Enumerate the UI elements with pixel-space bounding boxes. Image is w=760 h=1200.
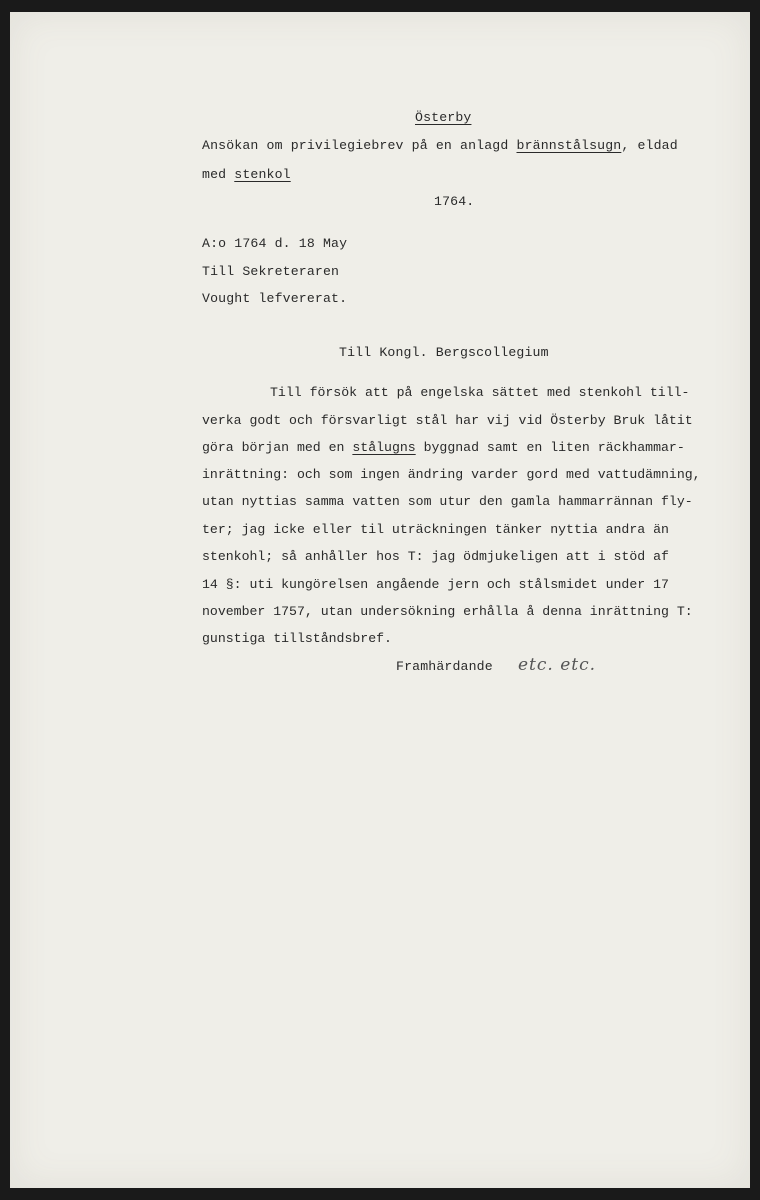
closing-text: Framhärdande <box>396 659 493 674</box>
note-line-3: Vought lefvererat. <box>202 291 348 306</box>
body-line-3 <box>202 440 685 455</box>
document-year <box>434 194 474 209</box>
subtitle-underlined-term-1: brännstålsugn <box>516 138 622 153</box>
subtitle-line-2 <box>202 167 291 182</box>
document-title <box>415 110 471 125</box>
subtitle-line-2-pre: med <box>202 167 235 182</box>
note-line-1: A:o 1764 d. 18 May <box>202 236 348 251</box>
body-line-5: utan nyttias samma vatten som utur den gamla hammarrännan fly- <box>202 494 693 509</box>
body-line-4: inrättning: och som ingen ändring varder gord med vattudämning, <box>202 467 701 482</box>
body-line-7: stenkohl; så anhåller hos T: jag ödmjukeligen att i stöd af <box>202 549 669 564</box>
body-underlined-term: stålugns <box>352 440 416 455</box>
body-line-10: gunstiga tillståndsbref. <box>202 631 392 646</box>
body-line-2: verka godt och försvarligt stål har vij vid Österby Bruk låtit <box>202 413 693 428</box>
subtitle-underlined-term-2: stenkol <box>234 167 291 182</box>
year-text: 1764. <box>434 194 475 209</box>
note-line-2: Till Sekreteraren <box>202 264 340 279</box>
subtitle-line-1 <box>202 138 678 153</box>
handwritten-annotation: etc. etc. <box>518 655 597 675</box>
body-line-3-post: byggnad samt en liten räckhammar- <box>415 440 685 455</box>
title-text: Österby <box>415 110 472 125</box>
subtitle-line-1-post: , eldad <box>621 138 678 153</box>
body-line-3-pre: göra början med en <box>202 440 353 455</box>
addressee: Till Kongl. Bergscollegium <box>339 345 549 360</box>
body-line-8: 14 §: uti kungörelsen angående jern och stålsmidet under 17 <box>202 577 669 592</box>
body-line-9: november 1757, utan undersökning erhålla å denna inrättning T: <box>202 604 693 619</box>
document-page <box>10 12 750 1188</box>
body-line-1: Till försök att på engelska sättet med stenkohl till- <box>270 385 690 400</box>
subtitle-line-1-pre: Ansökan om privilegiebrev på en anlagd <box>202 138 517 153</box>
body-line-6: ter; jag icke eller til uträckningen tänker nyttia andra än <box>202 522 669 537</box>
